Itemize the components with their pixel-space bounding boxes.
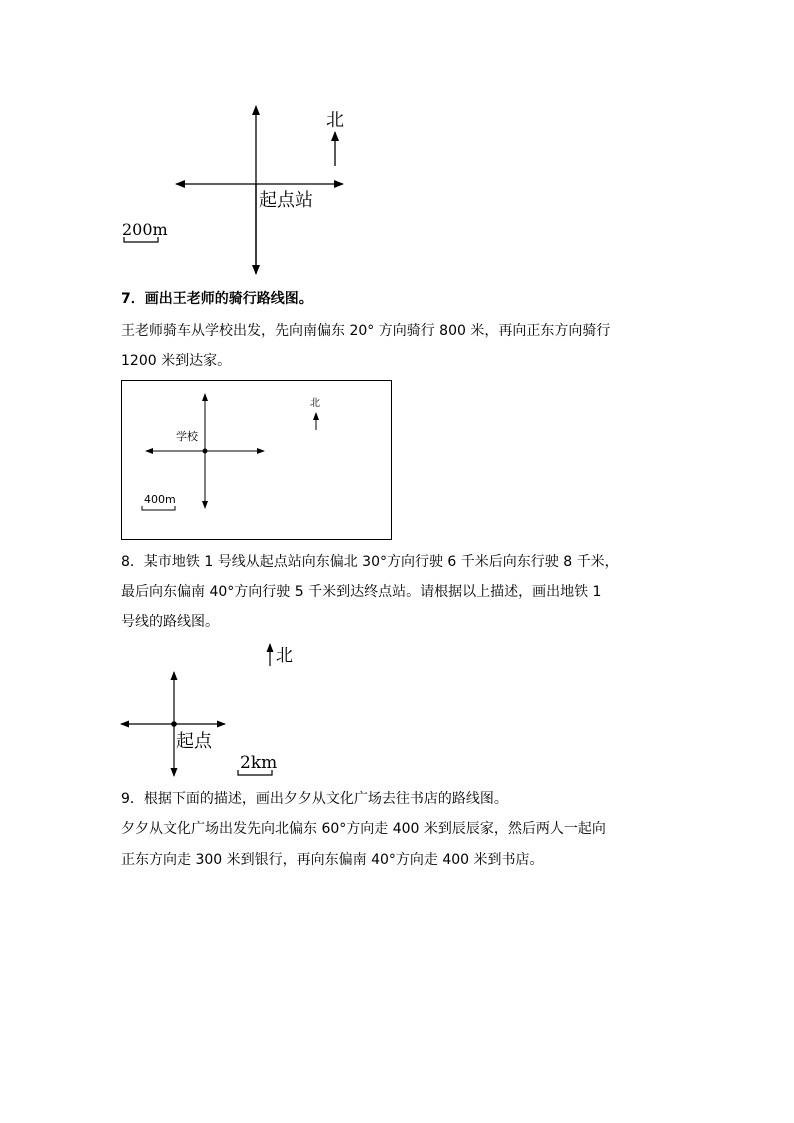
q7-origin-label: 学校 [176, 430, 198, 443]
q7-text-line-1: 王老师骑车从学校出发，先向南偏东 20° 方向骑行 800 米，再向正东方向骑行 [121, 323, 611, 339]
q7-heading: 7．画出王老师的骑行路线图。 [121, 291, 313, 307]
q9-heading: 9．根据下面的描述，画出夕夕从文化广场去往书店的路线图。 [121, 791, 508, 807]
q8-origin-label: 起点 [176, 731, 212, 752]
diagram-1-north-label: 北 [326, 110, 344, 131]
q8-scale-label: 2km [240, 753, 278, 773]
q9-text-line-1: 夕夕从文化广场出发先向北偏东 60°方向走 400 米到辰辰家，然后两人一起向 [121, 821, 606, 837]
diagram-1-scale-label: 200m [122, 220, 168, 239]
q8-text-line-3: 号线的路线图。 [121, 614, 219, 630]
q8-text-line-2: 最后向东偏南 40°方向行驶 5 千米到达终点站。请根据以上描述，画出地铁 1 [121, 584, 602, 600]
q7-text-line-2: 1200 米到达家。 [121, 353, 232, 369]
q8-north-label: 北 [276, 646, 293, 666]
q9-text-line-2: 正东方向走 300 米到银行，再向东偏南 40°方向走 400 米到书店。 [121, 852, 544, 868]
q7-scale-label: 400m [144, 493, 176, 506]
q8-origin-point [171, 721, 177, 727]
diagram-1-origin-label: 起点站 [259, 190, 313, 211]
q7-north-label: 北 [310, 398, 320, 409]
q8-text-line-1: 8．某市地铁 1 号线从起点站向东偏北 30°方向行驶 6 千米后向东行驶 8 千米， [121, 554, 619, 570]
